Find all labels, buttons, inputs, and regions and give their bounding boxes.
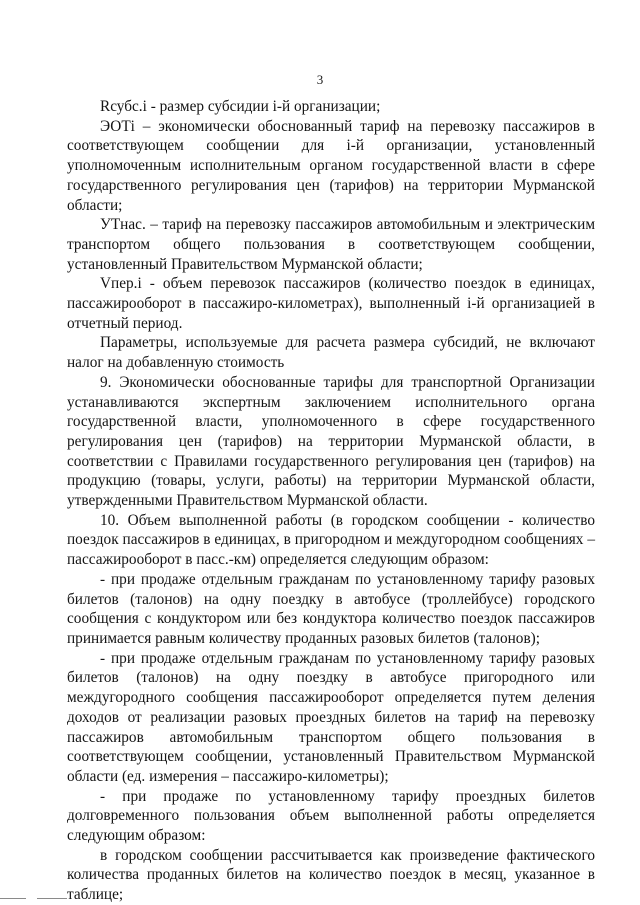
paragraph-suburban-single-tickets: - при продаже отдельным гражданам по установленному тарифу разовых билетов (талонов) на одну поездку в автобусе пригородного или междугородного сообщения пассажирооборот определяется путем деления доходов от реализации разовых проездных билетов на тариф на перевозку пассажиров автомобильным транспортом общего пользования в соответствующем сообщении, установленный Правительством Мурманской области (ед. измерения – пассажиро-километры);: [67, 649, 595, 785]
paragraph-city-single-tickets: - при продаже отдельным гражданам по установленному тарифу разовых билетов (талонов) на одну поездку в автобусе (троллейбусе) городского сообщения с кондуктором или без кондуктора количество поездок пассажиров принимается равным количеству проданных разовых билетов (талонов);: [67, 570, 595, 647]
paragraph-vat-note: Параметры, используемые для расчета размера субсидий, не включают налог на добавленную стоимость: [67, 334, 595, 372]
page-number: 3: [316, 72, 324, 87]
paragraph-long-term-tickets: - при продаже по установленному тарифу проездных билетов долговременного пользования объем выполненной работы определяется следующим образом:: [67, 787, 595, 845]
paragraph-clause-9: 9. Экономически обоснованные тарифы для транспортной Организации устанавливаются экспертным заключением исполнительного органа государственной власти, уполномоченного в сфере государственного регулирования цен (тарифов) на территории Мурманской области, в соответствии с Правилами государственного регулирования цен (тарифов) на продукцию (товары, услуги, работы) на территории Мурманской области, утвержденными Правительством Мурманской области.: [67, 373, 595, 510]
paragraph-rsubs-definition: Rсубс.i - размер субсидии i-й организации;: [100, 98, 381, 115]
document-body: [67, 97, 595, 905]
paragraph-utnas-definition: УТнас. – тариф на перевозку пассажиров автомобильным и электрическим транспортом общего пользования в соответствующем сообщении, установленный Правительством Мурманской области;: [67, 216, 595, 273]
paragraph-city-calculation: в городском сообщении рассчитывается как произведение фактического количества проданных билетов на количество поездок в месяц, указанное в таблице;: [67, 846, 595, 904]
footer-rule-right: [37, 898, 67, 899]
paragraph-eot-definition: ЭОТi – экономически обоснованный тариф на перевозку пассажиров в соответствующем сообщении для i-й организации, установленный уполномоченным исполнительным органом государственной власти в сфере государственного регулирования цен (тарифов) на территории Мурманской области;: [67, 117, 595, 214]
footer-rule-left: [0, 898, 26, 899]
paragraph-clause-10: 10. Объем выполненной работы (в городском сообщении - количество поездок пассажиров в единицах, в пригородном и междугородном сообщениях – пассажирооборот в пасс.-км) определяется следующим образом:: [67, 511, 595, 569]
paragraph-vper-definition: Vпер.i - объем перевозок пассажиров (количество поездок в единицах, пассажирооборот в пассажиро-километрах), выполненный i-й организацией в отчетный период.: [67, 275, 595, 332]
